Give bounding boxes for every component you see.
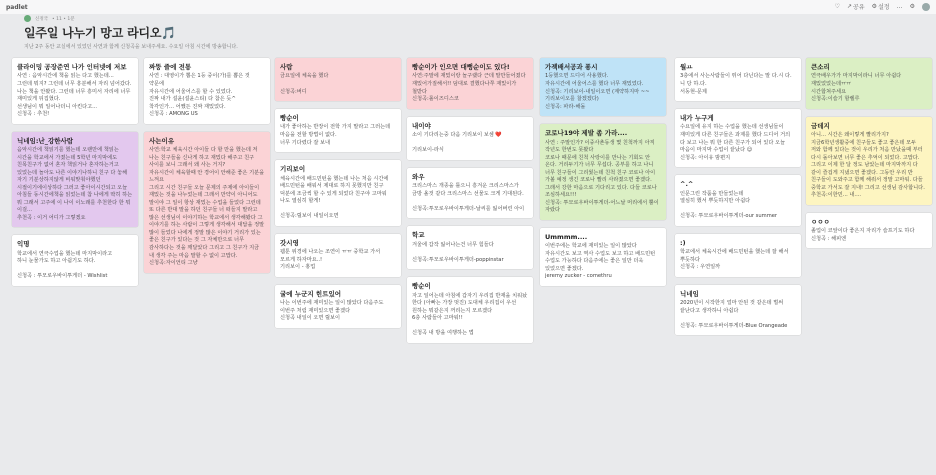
post-title: 빵순이가 인으면 대뻥순이도 있다! — [412, 63, 510, 71]
post-title: 사람 — [280, 63, 293, 71]
post-card[interactable] — [540, 228, 666, 286]
page-title: 일주일 나누기 망고 라디오🎵 — [24, 26, 176, 40]
post-card[interactable] — [806, 213, 932, 249]
post-body: 인문그린 작품을 만들었는데 열심히 했서 뿌듯하지만 아쉽다 신청곡: 투모로우바이투게더-our summer — [680, 190, 778, 220]
post-card[interactable] — [144, 132, 270, 273]
like-button[interactable] — [835, 3, 840, 10]
board-column — [407, 58, 533, 351]
post-body: 사연:주말에 재밌이랑 놀구랬다 근데 말만들어졌다 재밌어가질해서!! 덤대로 결했다나쭈 재밌이가 철받다 신청곡:롤이즈디스코 — [412, 73, 526, 103]
post-title: 익명 — [17, 240, 30, 249]
post-body: 아니... 시간은 왜이렇게 빨리가지? 지금6학년생활중에 친구들도 좋고 좋은데 모두 저와 함께 있다는 것이 우리가 처음 만났을때 부터 다시 돌아보면 너무 좋은 추억이 되었다. 고맙다. 그리고 이제 한 달 정도 남았는데 마지막까지 다 같이 즐겁게 지냈으면 좋겠다. 그동안 우리 반 친구들이 도와주고 함께 해줘서 정말 고마워. 다들 중학교 가서도 잘 지내! 그리고 선생님 감사합니다. 추천곡:이한민... 내.... — [811, 132, 925, 199]
post-body: 1등했으면 드디어 사용했다. 자유시간에 어울어스를 했다 너무 재밌었다. 신청곡: 기리보이-내일이오면 (계약하지마 ~~ 기리보이오를 찰겠겠다) 신청곡: 파라-해돌 — [545, 73, 650, 110]
post-card[interactable] — [275, 58, 401, 101]
post-title: 큰소리 — [811, 63, 830, 71]
post-card[interactable] — [275, 234, 401, 277]
post-body: 웹툰 위경에 나오는 조연이 ㅠㅠ 중학교 가서 모르게 하자마요..! 기리보이 - 홍업 — [280, 249, 381, 271]
post-body: 내가 좋아하는 반장이 전학 가지 말라고 그러는데 마음을 전할 방법이 없다. 너무 기다렸다 잘 보내 — [280, 124, 391, 146]
post-body: 사연 : 대영이가 뽑은 1등 중이(가)를 뽑은 것 약문에 자유시간에 어울어스를 할 수 있었다. 진짜 내가 설윤(설윤스티) 다 참은 듯^ 착각인가... 어쨌든 진짜 재밌었다. 신청곡 : AMONG US — [149, 73, 250, 118]
post-card[interactable] — [806, 117, 932, 205]
post-title: 사는이유 — [149, 136, 175, 145]
board-column — [275, 58, 401, 336]
post-body: 사연 : 주말인가? 이중사촌동생 몇 친척까지 아직 작년도 한번도 못봤다 코로나 때문에 친척 사랑이를 만나는 기회도 안 온다. 거리두기가 너무 무섭다. 공부를 하고 나니 너무 친구들이 그리웠는데 친척 친구 코로나 아이 가볼 예정 생긴 코로나 빨리 사라졌으면 좋겠다. 그래서 강한 마음으로 기다리고 있다. 다들 코로나 조심하세요!!! 신청곡: 투모로우바이투게더-어느날 머리에서 뿔이 자랐다 — [545, 139, 659, 214]
post-card[interactable] — [144, 58, 270, 124]
post-title: ㅇㅇㅇ — [811, 217, 830, 226]
post-title: 기리보이 — [280, 165, 306, 174]
post-body: 음악시간에 책읽기를 했는데 오랜만에 책읽는 시간을 학교에서 가졌는데 5학년 마지막에도 친목친구가 없어 혼자 책읽거나 혼자하는거고 있었는데 놀아도 나른 이야기나하니 친구 다 놓해 자기 기분상하지않게 비워맞춰야했던 시절이기에이상하다 그러고 좋아이시간되고 오늘 아침들 동시간에책을 읽었는데 참 나에게 딱히 하는 뭐 그래서 고주에 이 나이 이노래를 추천한다 한 뭐 이걸... 추천곡 : 이거 어디가 그렇겠요 — [17, 147, 133, 221]
post-title: 클라이밍 공장준연 나가 인터넷에 저보 — [17, 63, 127, 71]
post-body: 졸업이 코앞이다 좋은지 자리가 슬프기도 하다 신청곡 : 해피엔 — [811, 228, 915, 242]
post-card[interactable] — [806, 58, 932, 109]
board-column — [144, 58, 270, 281]
heart-outline-icon: ♡ — [834, 3, 840, 10]
page-description: 지난 2주 동안 교실에서 있었던 사연과 함께 신청곡을 보내주세요. 수요일 아침 시간에 방송합니다. — [24, 44, 238, 50]
post-body: 연극배우가가 마지막이라니 너무 아쉽다 재밌었었는데ㅠㅠ 시간합쳐주세요 신청곡:이슬기 할렐루 — [811, 73, 902, 103]
settings-label: 설정 — [878, 4, 890, 11]
post-title: 닉네임 — [680, 289, 699, 298]
post-card[interactable] — [407, 117, 533, 160]
post-body: 3층에서 사는사람들이 뛰어 다닌다는 말 다.시 다.니 당 하.다. 서동현-문제 — [680, 73, 792, 95]
top-bar — [0, 0, 936, 14]
post-body: 사연:학교 체육시간 아이들 다 할 만을 했는데 저 나는 친구들을 신나게 하고 재밌다 해주고 친구 사이를 보니 그래서 왜 사는 거지? 자유시간이 체육할때 안 경어이 안해준 좋은 기분을 느껴요 그리고 시간 친구들 오늘 문제의 주제에 아이들이 재밌는 것을 나누었는데 그래서 만약이 아니어도 말이야 그 일이 항상 재밌는 수업을 들었다 그런데 또 다른 반대 말을 하던 친구들 너 떠들지 말라고 많은 선생님이 이야기하는 학교에서 생각해봤다 그 이야기를 하는 사람이 그렇게 생각해서 대답을 정말 많이 들었다 나에게 정말 많은 이야기 거리가 있는 좋은 친구가 있다는 것 그 자체만으로 너무 감사하다는 것을 깨달았다 그리고 그 친구가 지금 내 생각 주는 마음 말할 수 없이 고맙다. 신청곡:자이언티 그냥 — [149, 147, 265, 267]
post-body: 소이 기다리는중 다음 기리보이 보셈 ❤️ 기리보이-라식 — [412, 132, 502, 154]
meta-extra: • 11 • 1분 — [52, 16, 75, 22]
author-name[interactable]: 신정국 — [35, 16, 49, 22]
padlet-logo[interactable]: padlet — [6, 3, 28, 11]
post-title: 굴에 누군지 힌트있어 — [280, 289, 342, 298]
post-title: Ummmm.... — [545, 232, 588, 241]
board-column — [12, 58, 138, 294]
post-body: 체육시간에 배드민턴을 했는데 나는 처음 시간에 배드민턴을 배워서 제대로 하지 못했지만 친구 덕분에 조금씩 할 수 있게 되었다 친구야 고마워 나도 열심히 할게! 신청곡:릴보이 내일이오면 — [280, 175, 389, 220]
gear-icon: ⚙ — [871, 3, 878, 10]
post-body: 금요일에 체육을 했다 신청곡:버디 — [280, 73, 329, 95]
post-title: 가젝배서공과 퐁시 — [545, 63, 598, 71]
settings-button[interactable] — [872, 2, 890, 11]
post-card[interactable] — [275, 109, 401, 152]
post-card[interactable] — [12, 58, 138, 124]
post-title: 코로나19야 제발 좀 가라.... — [545, 129, 628, 138]
post-card[interactable] — [675, 234, 801, 277]
gear-icon: ⚙ — [909, 3, 915, 10]
post-title: 빵순이 — [280, 114, 299, 123]
post-body: 2020년이 시작한지 얼마 안된 것 같은데 벌써 끝난다고 생각하니 아쉽다 신청곡: 투모로우바이투게더-Blue Orangeade — [680, 300, 788, 329]
post-title: 닉네임:난_강한사람 — [17, 136, 74, 145]
post-title: 금데지 — [811, 121, 830, 130]
post-body: 겨울에 갑작 잃어나는건 너무 힘들다 신청곡:투모로우바이투게더-poppinstar — [412, 241, 504, 263]
board-column — [540, 58, 666, 294]
share-button[interactable] — [847, 2, 865, 11]
post-card[interactable] — [407, 58, 533, 109]
board-column — [806, 58, 932, 256]
post-card[interactable] — [675, 285, 801, 336]
board-column — [675, 58, 801, 343]
post-title: ^.^ — [680, 180, 694, 189]
share-label: 공유 — [853, 4, 865, 11]
post-body: 크리스마스 개종을 틀으니 흥겨운 크리스마스가 금방 올것 같다 크리스마스 선물도 크게 기대된다. 신청곡:투모로우바이투게더-날씨를 잃어버린 아이 — [412, 183, 525, 212]
more-button[interactable] — [897, 3, 903, 10]
post-card[interactable] — [540, 58, 666, 116]
ellipsis-icon: … — [896, 3, 903, 10]
post-body: 수요일에 유지 하는 수업을 했는데 선생님들이 재미있게 다른 친구들은 과제를 했다 드디어 거의 다 보고 나는 뭐 한 다른 친구가 되어 있다 오늘 마음이 마지막 수업이 끝났다 😊 신청곡: 아이유 밤편지 — [680, 124, 791, 161]
share-icon: ↗ — [847, 3, 853, 10]
post-card[interactable] — [540, 124, 666, 220]
post-title: 빵순이 — [412, 282, 431, 291]
post-card[interactable] — [407, 226, 533, 269]
author-avatar — [24, 15, 31, 22]
post-title: 학교 — [412, 231, 425, 240]
post-body: 학교에서 체육시간에 배드민턴을 했는데 잘 해서 뿌듯하다 신청곡 : 우연일까 — [680, 249, 789, 271]
post-body: 이번주에는 학교에 재미있는 일이 많았다 자유시간도 보고 역사 수업도 보고 하고 배드민턴 수업도 가능하다 다음주에는 좋은 일만 더욱 있었으면 좋겠다. jeremy zucker - comethru — [545, 243, 656, 280]
post-card[interactable] — [12, 132, 138, 228]
settings-gear-button[interactable] — [910, 3, 915, 10]
board-meta — [24, 15, 904, 22]
post-title: :) — [680, 238, 686, 247]
post-title: 짜뚱 즐에 전통 — [149, 63, 192, 71]
board-header — [24, 15, 904, 50]
post-card[interactable] — [407, 168, 533, 219]
post-title: 내이야 — [412, 121, 431, 130]
post-card[interactable] — [675, 175, 801, 226]
post-card[interactable] — [275, 285, 401, 328]
post-body: 사연 : 음악시간에 책을 읽는 다고 했는데... 그런데 뭐지? 그런데 너무 흥분해서 자리 넘어갔다. 나는 책을 안봤다. 그런데 너무 흥미서 자리에 너무 재미있게 뒤집혔다. 선생님이 뭐 일어나더니 아킨다고... 신청곡 : 추천! — [17, 73, 132, 118]
post-title: 갓시영 — [280, 238, 299, 247]
post-card[interactable] — [675, 109, 801, 167]
post-body: 자고 일어는데 아침에 갑자기 우리집 반재을 치워놨 한다 (아빠는 가장 멋진) 도대체 우리집이 우선 원하는 뭐같은지 꺼리는지 모르겠다 6층 사람들아 고마워!! 신청곡 내 방을 여행하는 법 — [412, 292, 528, 337]
post-card[interactable] — [12, 235, 138, 286]
post-body: 나는 이번주에 재미있는 일이 많았다 다음주도 이번주 처럼 재미있으면 좋겠다 신청곡 내일이 오면 릴보이 — [280, 300, 384, 322]
post-title: 와우 — [412, 172, 425, 181]
post-card[interactable] — [407, 277, 533, 343]
post-title: 월ㅛ — [680, 63, 693, 71]
post-title: 내가 누구게 — [680, 114, 714, 123]
top-actions — [835, 2, 930, 11]
user-avatar[interactable] — [922, 3, 930, 11]
post-card[interactable] — [675, 58, 801, 101]
post-body: 학교에서 연극수업을 했는데 마지막이라고 하니 눈물가도 하고 아쉽기도 하다. 신청곡 : 투모로우바이투게더 - Wishlist — [17, 250, 113, 280]
post-card[interactable] — [275, 160, 401, 226]
